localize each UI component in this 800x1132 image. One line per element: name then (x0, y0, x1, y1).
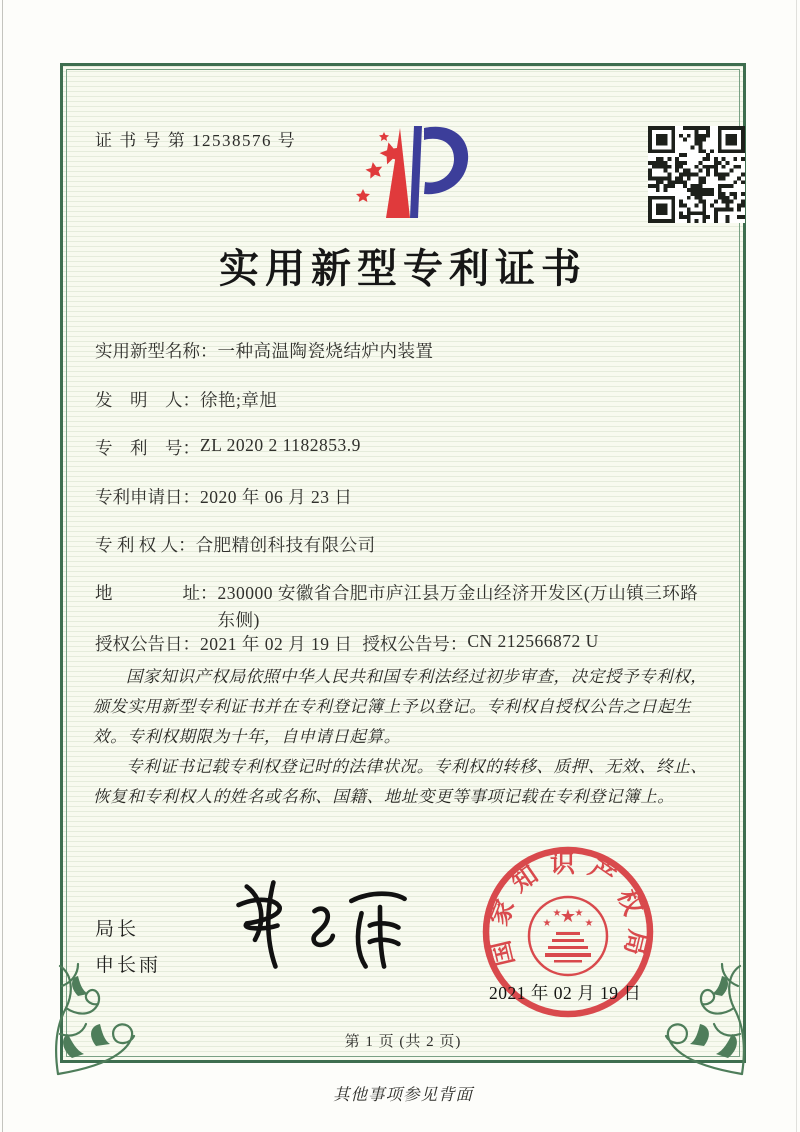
field-value: 230000 安徽省合肥市庐江县万金山经济开发区(万山镇三环路东侧) (217, 583, 699, 631)
svg-text:★: ★ (559, 906, 577, 927)
field-label: 专 利 号： (95, 438, 200, 458)
grant-number-pair (362, 631, 598, 656)
paper-edge-right (796, 0, 797, 1132)
certificate-title: 实用新型专利证书 (219, 246, 587, 291)
seal-text: 国家知识产权局 (485, 851, 651, 969)
field-grant-row (95, 631, 599, 656)
field-label: 发 明 人： (95, 390, 200, 410)
page-number: 第 1 页 (共 2 页) (344, 1034, 462, 1050)
signer-title: 局长 (95, 919, 140, 940)
field-value: 2021 年 02 月 19 日 (200, 634, 353, 654)
svg-text:★: ★ (542, 918, 552, 929)
qr-code (648, 126, 745, 223)
field-patentee (95, 532, 376, 557)
cnipa-logo-icon (336, 114, 472, 236)
svg-text:★: ★ (574, 908, 584, 919)
signer-name: 申长雨 (95, 955, 162, 976)
field-label: 地 址： (95, 583, 218, 603)
field-label: 专 利 权 人： (95, 535, 196, 555)
field-value: 徐艳;章旭 (200, 390, 278, 410)
certificate-number: 证 书 号 第 12538576 号 (95, 131, 297, 150)
paper-edge-left (2, 0, 3, 1132)
field-inventor (95, 387, 277, 412)
grant-date-pair (95, 631, 352, 656)
field-value: 一种高温陶瓷烧结炉内装置 (217, 341, 434, 361)
field-label: 授权公告日： (95, 634, 200, 654)
field-address (95, 580, 700, 634)
legal-text (93, 662, 713, 812)
field-label: 专利申请日： (95, 487, 200, 507)
field-value: ZL 2020 2 1182853.9 (200, 435, 361, 455)
seal-date: 2021 年 02 月 19 日 (489, 983, 642, 1003)
legal-paragraph-1: 国家知识产权局依照中华人民共和国专利法经过初步审查，决定授予专利权，颁发实用新型专利证书并在专利登记簿上予以登记。专利权自授权公告之日起生效。专利权期限为十年，自申请日起算。 (93, 667, 708, 747)
field-value: 2020 年 06 月 23 日 (200, 487, 353, 507)
field-patent-number (95, 435, 361, 460)
field-utility-model-name (95, 338, 434, 363)
corner-flourish-icon (650, 938, 750, 1078)
director-signature-image (216, 876, 421, 974)
back-side-note: 其他事项参见背面 (333, 1085, 473, 1104)
field-label: 授权公告号： (362, 634, 468, 654)
svg-text:★: ★ (584, 918, 594, 929)
svg-text:★: ★ (552, 908, 562, 919)
legal-paragraph-2: 专利证书记载专利权登记时的法律状况。专利权的转移、质押、无效、终止、恢复和专利权人的姓名或名称、国籍、地址变更等事项记载在专利登记簿上。 (93, 757, 708, 807)
field-application-date (95, 484, 352, 509)
field-value: CN 212566872 U (467, 631, 599, 651)
field-label: 实用新型名称： (95, 341, 218, 361)
field-value: 合肥精创科技有限公司 (195, 535, 376, 555)
national-emblem-icon (529, 897, 607, 975)
